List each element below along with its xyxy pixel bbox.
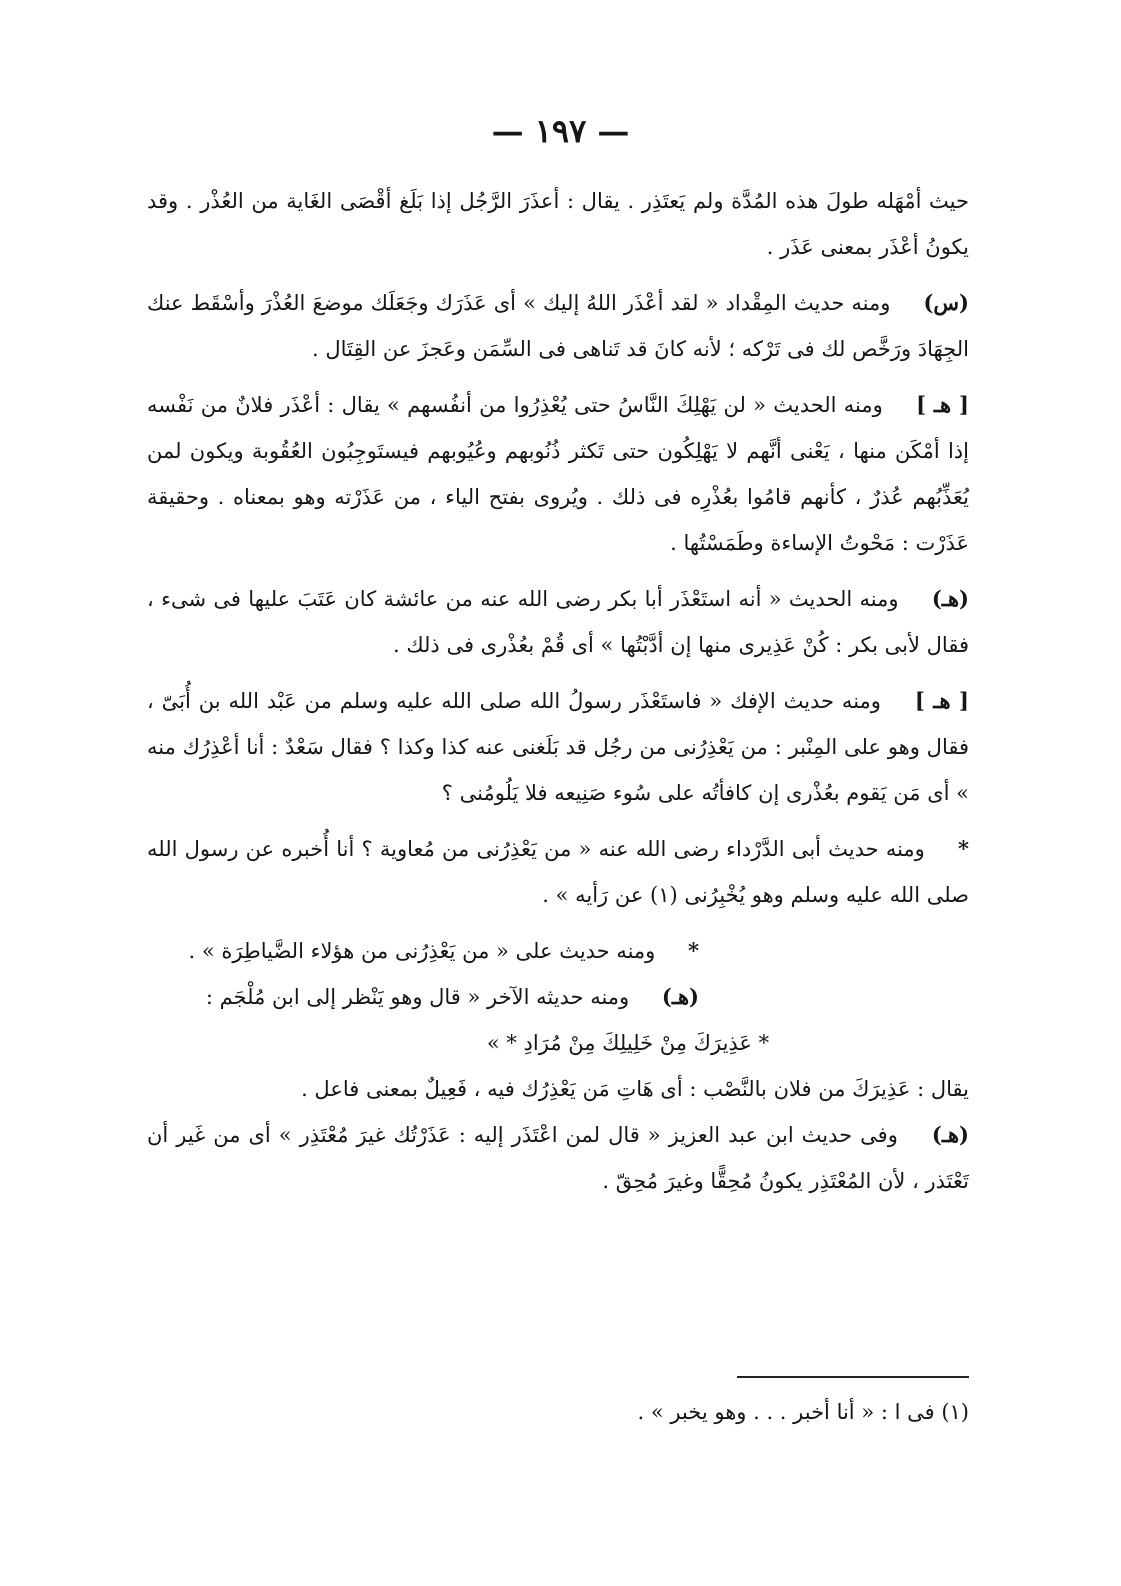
footnote-divider bbox=[737, 1376, 969, 1378]
paragraph-4 bbox=[147, 576, 969, 668]
paragraph-5 bbox=[147, 678, 969, 816]
paragraph-last bbox=[147, 1112, 969, 1204]
verse-line: * عَذِيرَكَ مِنْ خَلِيلِكَ مِنْ مُرَادِ * » bbox=[486, 1031, 770, 1055]
paragraph-1-text: حيث أمْهَله طولَ هذه المُدَّة ولم يَعتَذِر . يقال : أعذَرَ الرَّجُل إذا بَلَغ أقْصَى الغَاية من العُذْر . وقد يكونُ أعْذَر بمعنى عَذَر . bbox=[147, 189, 969, 259]
paragraph-8-text: ومنه حديثه الآخر « قال وهو يَنْظر إلى ابن مُلْجَم : bbox=[205, 985, 630, 1009]
paragraph-4-text: ومنه الحديث « أنه استَعْذَر أبا بكر رضى الله عنه من عائشة كان عَتَبَ عليها فى شىء ، فقال لأبى بكر : كُنْ عَذِيرى منها إن أدَّبْتُها » أى قُمْ بعُذْرى فى ذلك . bbox=[147, 587, 969, 657]
footnote: (١) فى ا : « أنا أخبر . . . وهو يخبر » . bbox=[637, 1400, 969, 1424]
paragraph-6 bbox=[147, 826, 969, 918]
paragraph-last-text: وفى حديث ابن عبد العزيز « قال لمن اعْتَذَر إليه : عَذَرْتُك غيرَ مُعْتَذِر » أى من غَير أن تَعْتَذر ، لأن المُعْتَذِر يكونُ مُحِقًّا وغيرَ مُحِقّ . bbox=[147, 1123, 969, 1193]
paragraph-6-marker: * bbox=[958, 836, 969, 861]
paragraph-6-text: ومنه حديث أبى الدَّرْداء رضى الله عنه « من يَعْذِرُنى من مُعاوية ؟ أنا أُخبره عن رسول الله صلى الله عليه وسلم وهو يُخْبِرُنى (١) عن رَأيه » . bbox=[147, 837, 969, 907]
paragraph-8 bbox=[147, 974, 969, 1020]
paragraph-2-text: ومنه حديث المِقْداد « لقد أعْذَر اللهُ إليك » أى عَذَرَك وجَعَلَك موضعَ العُذْرَ وأسْقَط عنك الجِهَادَ ورَخَّص لك فى تَرْكه ؛ لأنه كانَ قد تَناهى فى السِّمَن وعَجزَ عن القِتَال . bbox=[147, 291, 969, 361]
paragraph-5-marker: [ هـ ] bbox=[914, 688, 969, 713]
paragraph-3-marker: [ هـ ] bbox=[916, 392, 969, 417]
paragraph-7-text: ومنه حديث على « من يَعْذِرُنى من هؤلاء الضَّياطِرَة » . bbox=[188, 939, 656, 963]
paragraph-last-marker: (هـ) bbox=[931, 1122, 969, 1147]
paragraph-7 bbox=[147, 928, 969, 974]
paragraph-8-marker: (هـ) bbox=[661, 984, 699, 1009]
paragraph-2-marker: (س) bbox=[923, 290, 969, 315]
paragraph-3-text: ومنه الحديث « لن يَهْلِكَ النَّاسُ حتى يُعْذِرُوا من أنفُسهم » يقال : أعْذَر فلانٌ من نَفْسه إذا أمْكَن منها ، يَعْنى أنَّهم لا يَهْلِكُون حتى تَكثر ذُنُوبهم وعُيُوبهم فيستَوجِبُون العُقُوبة ويكون لمن يُعَذِّبُهم عُذرٌ ، كأنهم قامُوا بعُذْرِه فى ذلك . ويُروى بفتح الياء ، من عَذَرْته وهو بمعناه . وحقيقة عَذَرْت : مَحْوتُ الإساءة وطَمَسْتُها . bbox=[147, 393, 969, 555]
paragraph-3 bbox=[147, 382, 969, 566]
main-text bbox=[147, 178, 969, 1214]
paragraph-7-marker: * bbox=[688, 938, 699, 963]
paragraph-4-marker: (هـ) bbox=[931, 586, 969, 611]
paragraph-5-text: ومنه حديث الإفك « فاستَعْذَر رسولُ الله صلى الله عليه وسلم من عَبْد الله بن أُبَىّ ، فقال وهو على المِنْبر : من يَعْذِرُنى من رجُل قد بَلَغنى عنه كذا وكذا ؟ فقال سَعْدٌ : أنا أعْذِرُك منه » أى مَن يَقوم بعُذْرى إن كافأتُه على سُوء صَنِيعه فلا يَلُومُنى ؟ bbox=[147, 689, 969, 805]
page-number: — ١٩٧ — bbox=[491, 112, 630, 150]
paragraph-2 bbox=[147, 280, 969, 372]
explanation-paragraph: يقال : عَذِيرَكَ من فلان بالنَّصْب : أى هَاتِ مَن يَعْذِرُك فيه ، فَعِيلٌ بمعنى فاعل . bbox=[301, 1077, 969, 1101]
paragraph-1 bbox=[147, 178, 969, 270]
